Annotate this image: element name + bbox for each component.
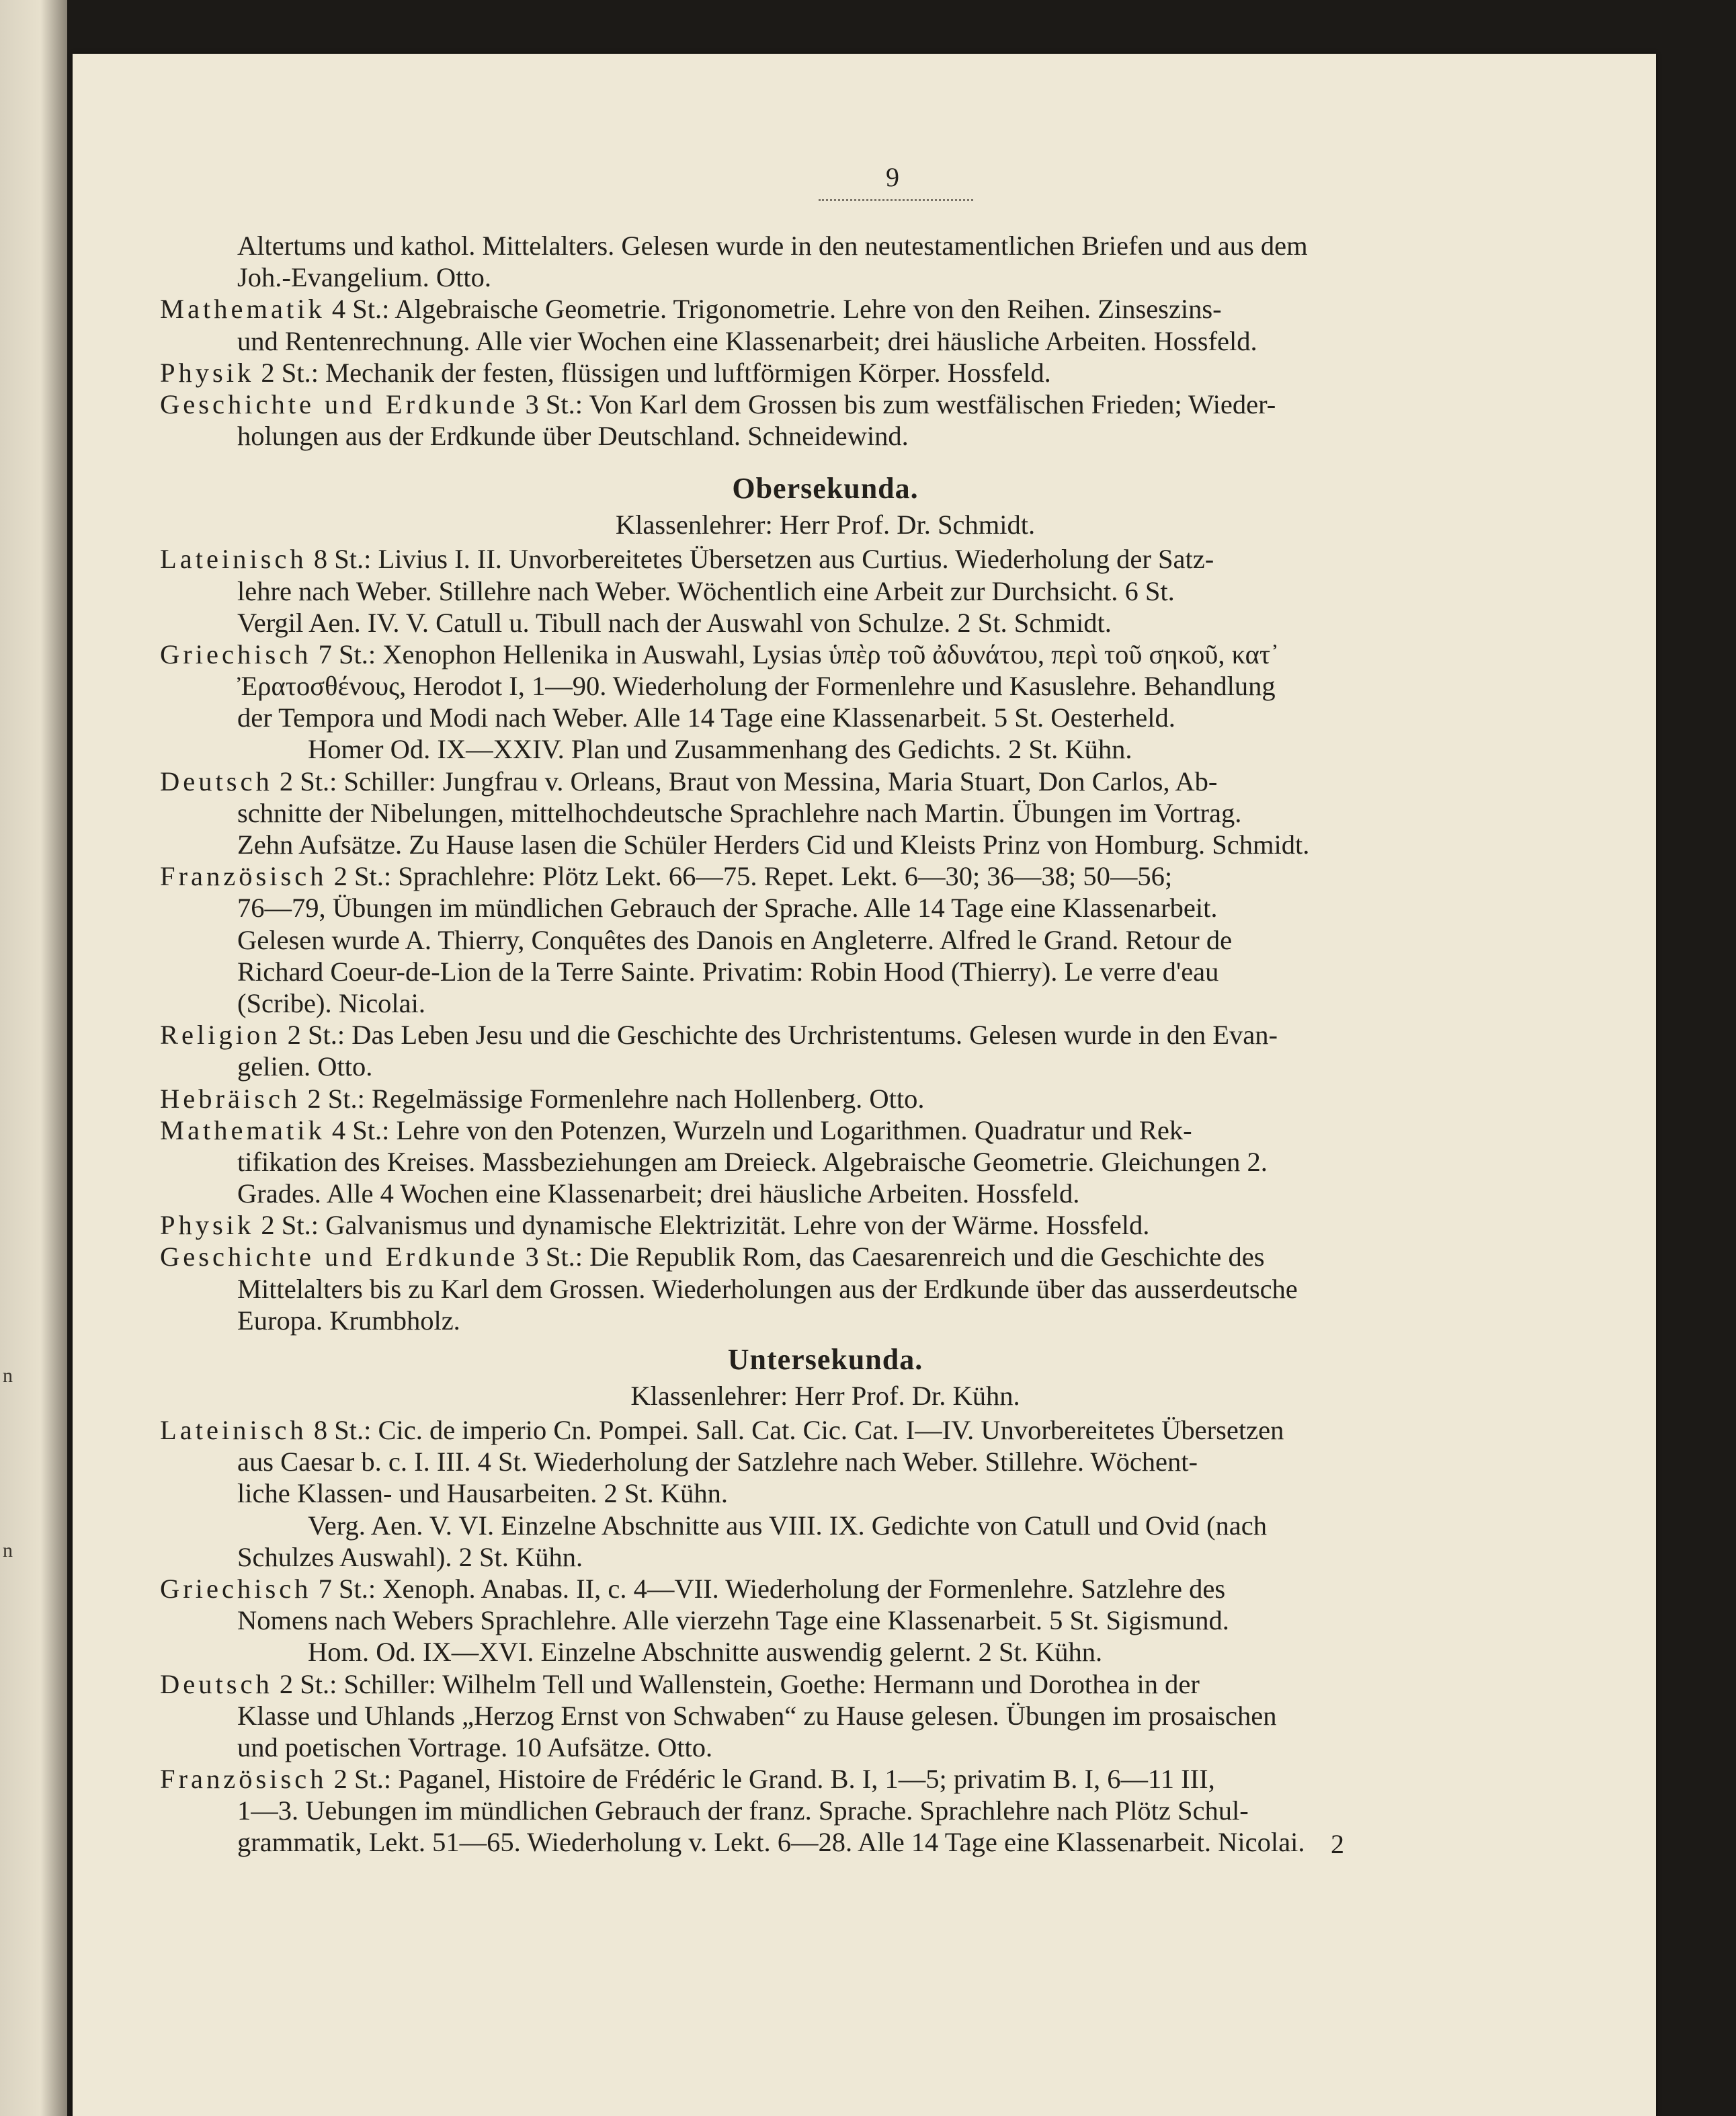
subject-name: Mathematik [160,294,325,325]
subject-name: Physik [160,1210,255,1241]
subject-name: Geschichte und Erdkunde [160,1242,519,1272]
text-line [160,670,1491,702]
text-line [160,1700,1491,1732]
text-line [160,733,1491,765]
subject-entry [160,230,1491,293]
line-text: lehre nach Weber. Stillehre nach Weber. Wöchentlich eine Arbeit zur Durchsicht. 6 St. [237,575,1175,606]
text-line [160,230,1491,261]
line-text: 3 St.: Die Republik Rom, das Caesarenreich und die Geschichte des [518,1242,1265,1272]
subject-name: Lateinisch [160,544,307,575]
line-text: Europa. Krumbholz. [237,1305,460,1336]
text-line [160,1146,1491,1178]
text-line [160,892,1491,924]
line-text: tifikation des Kreises. Massbeziehungen am Dreieck. Algebraische Geometrie. Gleichungen 2. [237,1146,1268,1177]
text-line [160,766,1491,797]
text-line [160,1541,1491,1573]
subject-entry [160,1209,1491,1241]
text-line [160,420,1491,452]
subject-name: Geschichte und Erdkunde [160,389,519,419]
line-text: Klasse und Uhlands „Herzog Ernst von Schwaben“ zu Hause gelesen. Übungen im prosaischen [237,1700,1277,1731]
subject-name: Deutsch [160,766,273,797]
line-text: Schulzes Auswahl). 2 St. Kühn. [237,1541,583,1572]
subject-name: Hebräisch [160,1083,301,1114]
subject-entry [160,733,1491,765]
line-text: 2 St.: Sprachlehre: Plötz Lekt. 66—75. Repet. Lekt. 6—30; 36—38; 50—56; [327,861,1173,892]
line-text: Verg. Aen. V. VI. Einzelne Abschnitte aus VIII. IX. Gedichte von Catull und Ovid (nach [308,1510,1267,1541]
line-text: grammatik, Lekt. 51—65. Wiederholung v. Lekt. 6—28. Alle 14 Tage eine Klassenarbeit. Nicolai. [237,1827,1305,1858]
line-text: 7 St.: Xenophon Hellenika in Auswahl, Lysias ὑπὲρ τοῦ ἀδυνάτου, περὶ τοῦ σηκοῦ, κατ᾽ [311,639,1280,669]
text-line [160,261,1491,293]
facing-page-fragment: n [3,1539,13,1561]
text-line [160,1795,1491,1826]
line-text: 4 St.: Lehre von den Potenzen, Wurzeln und Logarithmen. Quadratur und Rek- [325,1114,1192,1145]
signature-mark: 2 [1331,1829,1344,1859]
text-line [160,1826,1491,1858]
line-text: Nomens nach Webers Sprachlehre. Alle vierzehn Tage eine Klassenarbeit. 5 St. Sigismund. [237,1605,1229,1636]
text-line [160,1636,1491,1668]
subject-entry [160,766,1491,861]
line-text: Ἐρατοσθένους, Herodot I, 1—90. Wiederholung der Formenlehre und Kasuslehre. Behandlung [237,671,1276,702]
line-text: Zehn Aufsätze. Zu Hause lasen die Schüler Herders Cid und Kleists Prinz von Homburg. Schmidt. [237,829,1310,860]
line-text: schnitte der Nibelungen, mittelhochdeutsche Sprachlehre nach Martin. Übungen im Vortrag. [237,797,1242,828]
subject-entry [160,860,1491,1019]
text-line [160,1305,1491,1336]
text-line [160,1051,1491,1082]
line-text: 8 St.: Livius I. II. Unvorbereitetes Übersetzen aus Curtius. Wiederholung der Satz- [306,544,1214,575]
text-line [160,293,1491,325]
text-line [160,1510,1491,1541]
page-number-ornament [819,195,973,201]
line-text: Altertums und kathol. Mittelalters. Gelesen wurde in den neutestamentlichen Briefen und aus dem [237,231,1308,261]
text-line [160,607,1491,639]
line-text: holungen aus der Erdkunde über Deutschland. Schneidewind. [237,421,909,452]
line-text: Richard Coeur-de-Lion de la Terre Sainte. Privatim: Robin Hood (Thierry). Le verre d'eau [237,956,1219,987]
line-text: Gelesen wurde A. Thierry, Conquêtes des Danois en Angleterre. Alfred le Grand. Retour de [237,924,1233,955]
text-line [160,956,1491,987]
text-line [160,1083,1491,1114]
line-text: und poetischen Vortrage. 10 Aufsätze. Otto. [237,1732,713,1762]
line-text: 2 St.: Galvanismus und dynamische Elektrizität. Lehre von der Wärme. Hossfeld. [254,1210,1150,1241]
text-line [160,357,1491,389]
line-text: aus Caesar b. c. I. III. 4 St. Wiederholung der Satzlehre nach Weber. Stillehre. Wöchent- [237,1447,1198,1477]
line-text: 2 St.: Paganel, Histoire de Frédéric le Grand. B. I, 1—5; privatim B. I, 6—11 III, [327,1764,1215,1795]
text-line [160,325,1491,357]
text-line [160,924,1491,956]
line-text: 1—3. Uebungen im mündlichen Gebrauch der franz. Sprache. Sprachlehre nach Plötz Schul- [237,1795,1249,1826]
text-line [160,1241,1491,1272]
subject-name: Mathematik [160,1114,325,1145]
text-line [160,575,1491,607]
section-heading: Untersekunda. [727,1343,923,1376]
subject-entry [160,1414,1491,1510]
text-line [160,797,1491,829]
text-line [160,860,1491,892]
line-text: und Rentenrechnung. Alle vier Wochen eine Klassenarbeit; drei häusliche Arbeiten. Hossfeld. [237,325,1257,356]
text-line [160,1604,1491,1636]
subject-entry [160,639,1491,734]
line-text: Mittelalters bis zu Karl dem Grossen. Wiederholungen aus der Erdkunde über das ausserdeutsche [237,1273,1298,1304]
subject-entry [160,1083,1491,1114]
subject-entry [160,1763,1491,1859]
text-line [160,987,1491,1019]
page-body [160,230,1491,1859]
section-heading: Obersekunda. [732,472,919,505]
subject-entry [160,543,1491,639]
line-text: (Scribe). Nicolai. [237,987,426,1018]
text-line [160,1414,1491,1446]
line-text: 2 St.: Regelmässige Formenlehre nach Hollenberg. Otto. [300,1083,925,1114]
text-line [160,1446,1491,1477]
subject-entry [160,1019,1491,1082]
line-text: 2 St.: Schiller: Wilhelm Tell und Wallenstein, Goethe: Hermann und Dorothea in der [272,1668,1200,1699]
line-text: 4 St.: Algebraische Geometrie. Trigonometrie. Lehre von den Reihen. Zinseszins- [325,294,1222,325]
text-line [160,1273,1491,1305]
text-line [160,702,1491,733]
subject-name: Französisch [160,861,327,892]
subject-entry [160,1510,1491,1573]
line-text: 8 St.: Cic. de imperio Cn. Pompei. Sall. Cat. Cic. Cat. I—IV. Unvorbereitetes Übersetzen [306,1415,1284,1445]
line-text: 2 St.: Schiller: Jungfrau v. Orleans, Braut von Messina, Maria Stuart, Don Carlos, Ab- [272,766,1218,797]
subject-name: Physik [160,357,255,388]
line-text: Vergil Aen. IV. V. Catull u. Tibull nach der Auswahl von Schulze. 2 St. Schmidt. [237,607,1112,638]
line-text: 3 St.: Von Karl dem Grossen bis zum westfälischen Frieden; Wieder- [518,389,1276,419]
text-line [160,389,1491,420]
text-line [160,1477,1491,1509]
line-text: der Tempora und Modi nach Weber. Alle 14 Tage eine Klassenarbeit. 5 St. Oesterheld. [237,702,1175,733]
text-line [160,639,1491,670]
line-text: Hom. Od. IX—XVI. Einzelne Abschnitte auswendig gelernt. 2 St. Kühn. [308,1637,1103,1668]
text-line [160,1573,1491,1604]
text-line [160,1209,1491,1241]
text-line [160,1732,1491,1763]
subject-name: Griechisch [160,1573,312,1604]
subject-name: Griechisch [160,639,312,669]
subject-entry [160,1668,1491,1764]
text-line [160,543,1491,575]
page-number: 9 [886,162,899,192]
line-text: 76—79, Übungen im mündlichen Gebrauch der Sprache. Alle 14 Tage eine Klassenarbeit. [237,893,1218,924]
subject-name: Religion [160,1020,281,1051]
subject-entry [160,1241,1491,1336]
subject-name: Lateinisch [160,1415,307,1445]
line-text: liche Klassen- und Hausarbeiten. 2 St. Kühn. [237,1478,728,1509]
subject-entry [160,1573,1491,1636]
facing-page-fragment: n [3,1365,13,1387]
text-line [160,1668,1491,1700]
text-line [160,1114,1491,1146]
line-text: gelien. Otto. [237,1051,373,1082]
subject-name: Französisch [160,1764,327,1795]
line-text: Joh.-Evangelium. Otto. [237,262,491,293]
subject-name: Deutsch [160,1668,273,1699]
subject-entry [160,1114,1491,1210]
text-line [160,1763,1491,1795]
text-line [160,1019,1491,1051]
line-text: 2 St.: Das Leben Jesu und die Geschichte des Urchristentums. Gelesen wurde in den Evan- [280,1020,1278,1051]
subject-entry [160,1636,1491,1668]
line-text: 7 St.: Xenoph. Anabas. II, c. 4—VII. Wiederholung der Formenlehre. Satzlehre des [311,1573,1226,1604]
class-teacher: Klassenlehrer: Herr Prof. Dr. Schmidt. [615,510,1036,540]
text-line [160,829,1491,860]
subject-entry [160,357,1491,389]
class-teacher: Klassenlehrer: Herr Prof. Dr. Kühn. [630,1381,1020,1411]
text-line [160,1178,1491,1209]
subject-entry [160,293,1491,356]
facing-page-edge [0,0,67,2116]
line-text: Grades. Alle 4 Wochen eine Klassenarbeit; drei häusliche Arbeiten. Hossfeld. [237,1178,1080,1209]
line-text: Homer Od. IX—XXIV. Plan und Zusammenhang des Gedichts. 2 St. Kühn. [308,734,1132,765]
line-text: 2 St.: Mechanik der festen, flüssigen und luftförmigen Körper. Hossfeld. [254,357,1051,388]
subject-entry [160,389,1491,452]
